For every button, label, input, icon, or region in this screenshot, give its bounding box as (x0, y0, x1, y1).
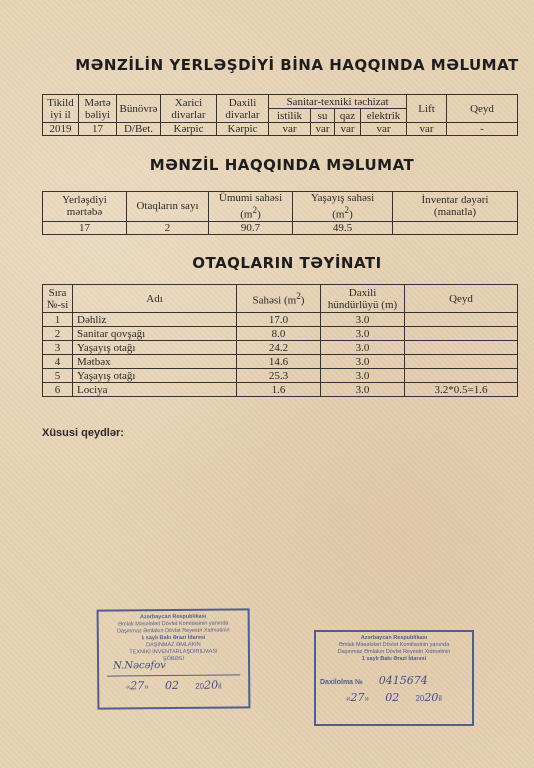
signature: N.Nəcəfov (113, 660, 166, 672)
building-info-table (42, 94, 518, 136)
registry-stamp: Azərbaycan Respublikası Əmlak Məsələləri Dövlət Komitəsinin yanında Daşınmaz Əmlakın Dövlət Reyestri Xidmətinin 1 saylı Bakı Ərazi İdarəsi Daxilolma № 0415674 «27» 02 2020il (314, 630, 474, 726)
col-floors: Mərtə bəliyi (79, 95, 117, 123)
table-row: 4 Mətbəx 14.6 3.0 (43, 355, 518, 369)
col-frame: Bünövrə (117, 95, 161, 123)
col-outer-walls: Xarici divarlar (161, 95, 217, 123)
col-no: Sıra №-si (43, 285, 73, 313)
table-row: 2 Sanitar qovşağı 8.0 3.0 (43, 327, 518, 341)
col-note: Qeyd (447, 95, 518, 123)
special-remarks-label: Xüsusi qeydlər: (42, 427, 124, 439)
col-name: Adı (73, 285, 237, 313)
table-row: 3 Yaşayış otağı 24.2 3.0 (43, 341, 518, 355)
col-lift: Lift (407, 95, 447, 123)
col-room-note: Qeyd (405, 285, 518, 313)
signature-line (107, 660, 240, 676)
col-electric: elektrik (361, 109, 407, 123)
registration-number: Daxilolma № 0415674 (320, 674, 428, 687)
inventory-stamp: Azərbaycan Respublikası Əmlak Məsələləri Dövlət Komitəsinin yanında Daşınmaz Əmlakın Dövlət Reyestri Xidmətinin 1 saylı Bakı Ərazi İdarəsi DAŞINMAZ ƏMLAKIN TEXNİKİ İNVENTARLAŞDIRILMASI ŞÖBƏSİ N.Nəcəfov «27» 02 2020il (97, 608, 251, 709)
col-total-area: Ümumi sahəsi $(m^2)$ (209, 192, 293, 222)
table-row: 6 Lociya 1.6 3.0 3.2*0.5=1.6 (43, 383, 518, 397)
apartment-info-table (42, 191, 518, 235)
col-sanitary: Sanitar-texniki təchizat (269, 95, 407, 109)
table-row: 2019 17 D/Bet. Kərpic Kərpic var var var var var - (43, 123, 518, 136)
col-built-year: Tikild iyi il (43, 95, 79, 123)
col-inner-walls: Daxili divarlar (217, 95, 269, 123)
table-row: 1 Dəhliz 17.0 3.0 (43, 313, 518, 327)
col-gas: qaz (335, 109, 361, 123)
rooms-table (42, 284, 518, 397)
col-heating: istilik (269, 109, 311, 123)
rooms-title: OTAQLARIN TƏYİNATI (192, 254, 382, 272)
col-rooms: Otaqların sayı (127, 192, 209, 222)
col-water: su (311, 109, 335, 123)
col-living-area: Yaşayış sahəsi $(m^2)$ (293, 192, 393, 222)
col-inventory-value: İnventar dəyəri (manatla) (393, 192, 518, 222)
apartment-info-title: MƏNZİL HAQQINDA MƏLUMAT (149, 156, 415, 174)
stamp-date: «27» 02 2020il (346, 691, 442, 704)
col-floor: Yerləşdiyi mərtəbə (43, 192, 127, 222)
stamp-date: «27» 02 2020il (125, 678, 222, 693)
col-area: Sahəsi $(m^2)$ (237, 285, 321, 313)
col-height: Daxili hündürlüyü (m) (321, 285, 405, 313)
table-row: 17 2 90.7 49.5 (43, 221, 518, 234)
building-info-title: MƏNZİLİN YERLƏŞDİYİ BİNA HAQQINDA MƏLUMAT (75, 56, 519, 74)
table-row: 5 Yaşayış otağı 25.3 3.0 (43, 369, 518, 383)
